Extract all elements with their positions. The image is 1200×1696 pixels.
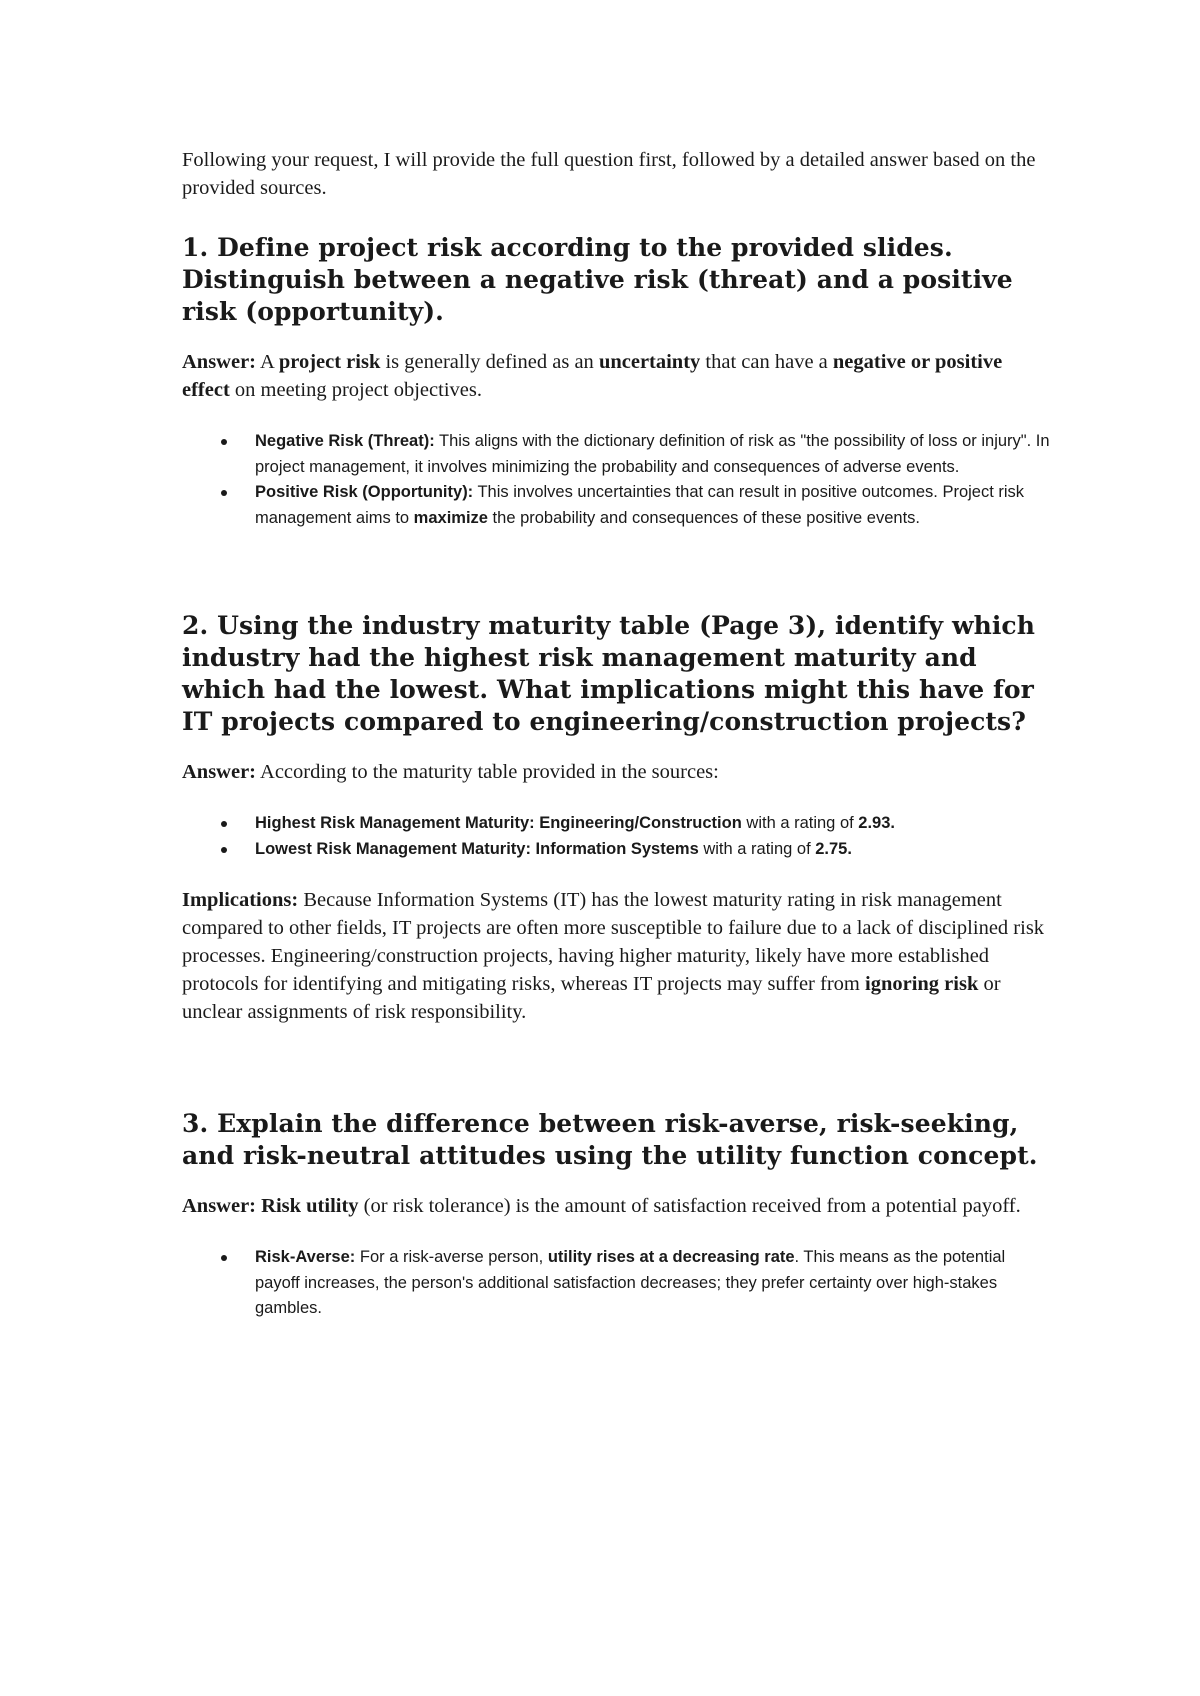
answer-text: that can have a <box>700 351 833 373</box>
bullet-icon <box>221 1255 227 1261</box>
question-2-heading: 2. Using the industry maturity table (Page 3), identify which industry had the highest risk management maturity and which had the lowest. What implications might this have for IT projects compared to engineering/construction projects? <box>182 611 1036 736</box>
bullet-text: For a risk-averse person, <box>355 1248 548 1266</box>
bullet-label: Lowest Risk Management Maturity: Information Systems <box>255 839 699 858</box>
bullet-icon <box>221 439 227 445</box>
answer-label: Answer: <box>182 1195 257 1217</box>
question-3-heading: 3. Explain the difference between risk-averse, risk-seeking, and risk-neutral attitudes using the utility function concept. <box>182 1109 1038 1170</box>
bullet-bold: utility rises at a decreasing rate <box>547 1248 795 1266</box>
answer-bold: negative or positive effect <box>182 351 1003 401</box>
rating-value: 2.75 <box>815 839 848 858</box>
implications-text: Because Information Systems (IT) has the lowest maturity rating in risk management compared to other fields, IT projects are often more susceptible to failure due to a lack of disciplined risk processes. Engineering/construction projects, having higher maturity, likely have more established protocols for identifying and mitigating risks, whereas IT projects may suffer from <box>182 889 1045 995</box>
list-item <box>255 837 1052 863</box>
bullet-text: . <box>890 814 896 832</box>
question-2-answer <box>182 758 1052 786</box>
question-3-bullet-list <box>182 1245 1052 1322</box>
bullet-label: Risk-Averse: <box>255 1248 356 1266</box>
implications-label: Implications: <box>182 889 299 911</box>
answer-text: (or risk tolerance) is the amount of satisfaction received from a potential payoff. <box>358 1195 1021 1217</box>
question-1-bullet-list <box>182 429 1052 531</box>
question-1-heading: 1. Define project risk according to the provided slides. Distinguish between a negative risk (threat) and a positive risk (opportunity). <box>182 233 1013 326</box>
rating-value: 2.93 <box>858 814 891 832</box>
bullet-text: the probability and consequences of these positive events. <box>487 508 920 527</box>
intro-paragraph <box>182 146 1052 202</box>
list-item <box>255 480 1052 531</box>
bullet-icon <box>221 821 227 827</box>
implications-text: or unclear assignments of risk responsibility. <box>182 973 1001 1023</box>
answer-bold: Risk utility <box>261 1195 359 1217</box>
bullet-label: Highest Risk Management Maturity: Engineering/Construction <box>255 814 742 832</box>
document-body <box>182 146 1052 1322</box>
answer-bold: project risk <box>278 351 381 373</box>
question-3-answer <box>182 1192 1052 1220</box>
answer-bold: uncertainty <box>598 351 701 373</box>
list-item <box>255 1245 1052 1322</box>
answer-text: is generally defined as an <box>380 351 599 373</box>
question-2-bullet-list <box>182 811 1052 862</box>
bullet-icon <box>221 490 227 496</box>
question-2-implications <box>182 886 1052 1026</box>
bullet-text: This involves uncertainties that can result in positive outcomes. Project risk management aims to <box>255 483 1025 527</box>
intro-text: Following your request, I will provide the full question first, followed by a detailed answer based on the provided sources. <box>182 149 1036 199</box>
bullet-text: . This means as the potential payoff increases, the person's additional satisfaction decreases; they prefer certainty over high-stakes gambles. <box>255 1248 1006 1317</box>
answer-text: A <box>256 351 279 373</box>
answer-text: According to the maturity table provided in the sources: <box>256 761 719 783</box>
implications-bold: ignoring risk <box>865 973 979 995</box>
bullet-text: with a rating of <box>741 814 859 832</box>
answer-label: Answer: <box>182 761 257 783</box>
answer-label: Answer: <box>182 351 257 373</box>
list-item <box>255 811 1052 837</box>
bullet-text: with a rating of <box>698 839 816 858</box>
bullet-text: This aligns with the dictionary definition of risk as "the possibility of loss or injury". In project management, it involves minimizing the probability and consequences of adverse events. <box>255 432 1050 476</box>
bullet-bold: maximize <box>413 508 488 527</box>
list-item <box>255 429 1052 480</box>
bullet-label: Negative Risk (Threat): <box>255 432 435 450</box>
question-1-answer <box>182 348 1052 404</box>
bullet-text: . <box>847 839 852 858</box>
bullet-icon <box>221 847 227 853</box>
bullet-label: Positive Risk (Opportunity): <box>255 483 474 501</box>
answer-text: on meeting project objectives. <box>229 379 482 401</box>
